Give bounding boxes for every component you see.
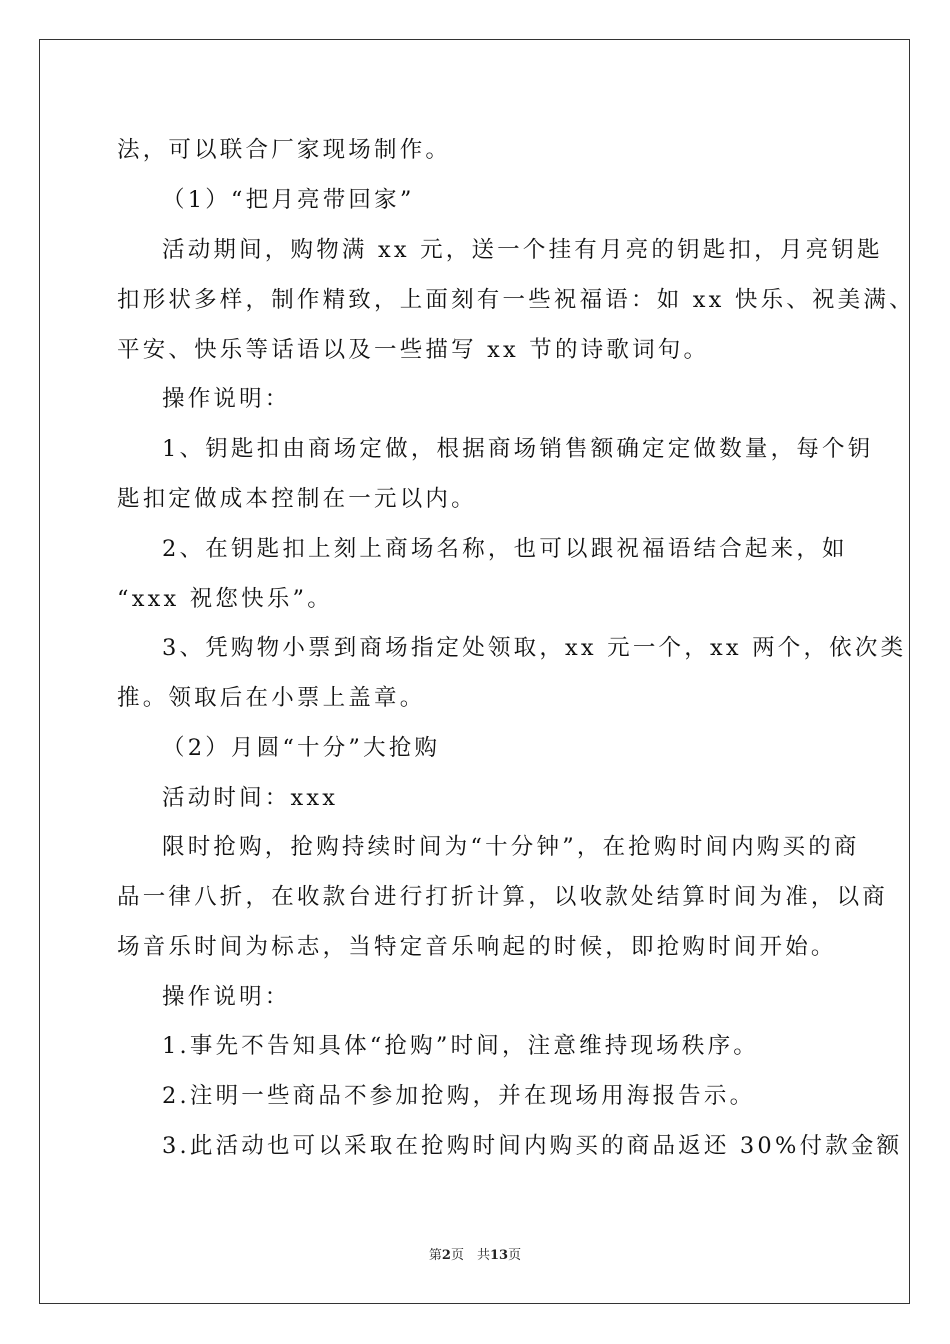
text-line: 扣形状多样，制作精致，上面刻有一些祝福语：如 xx 快乐、祝美满、 [117,287,915,313]
page-footer [0,1247,950,1265]
text-line: 匙扣定做成本控制在一元以内。 [117,486,477,512]
text-line: 活动期间，购物满 xx 元，送一个挂有月亮的钥匙扣，月亮钥匙 [162,237,883,263]
text-line: 2、在钥匙扣上刻上商场名称，也可以跟祝福语结合起来，如 [162,536,848,562]
page-suffix: 页 [508,1248,522,1263]
text-line: 3、凭购物小票到商场指定处领取，xx 元一个，xx 两个，依次类 [162,635,907,661]
text-line: 法，可以联合厂家现场制作。 [117,137,452,163]
text-line: 3.此活动也可以采取在抢购时间内购买的商品返还 30%付款金额 [162,1133,903,1159]
text-line: 平安、快乐等话语以及一些描写 xx 节的诗歌词句。 [117,337,710,363]
text-line: 限时抢购，抢购持续时间为“十分钟”，在抢购时间内购买的商 [162,834,860,860]
page-mid: 页 共 [450,1248,490,1263]
page-border [39,39,910,1304]
page-prefix: 第 [428,1248,442,1263]
text-line: 1、钥匙扣由商场定做，根据商场销售额确定定做数量，每个钥 [162,436,874,462]
text-line: 1.事先不告知具体“抢购”时间，注意维持现场秩序。 [162,1033,759,1059]
section-heading: （2）月圆“十分”大抢购 [162,735,441,761]
text-line: 品一律八折，在收款台进行打折计算，以收款处结算时间为准，以商 [117,884,889,910]
text-line: 场音乐时间为标志，当特定音乐响起的时候，即抢购时间开始。 [117,934,837,960]
page-total: 13 [489,1248,509,1263]
text-line: 活动时间：xxx [162,785,339,811]
text-line: 2.注明一些商品不参加抢购，并在现场用海报告示。 [162,1083,756,1109]
text-line: “xxx 祝您快乐”。 [117,586,333,612]
text-line: 推。领取后在小票上盖章。 [117,685,426,711]
subheading: 操作说明： [162,984,291,1010]
section-heading: （1）“把月亮带回家” [162,187,415,213]
page-current: 2 [441,1248,451,1263]
subheading: 操作说明： [162,386,291,412]
